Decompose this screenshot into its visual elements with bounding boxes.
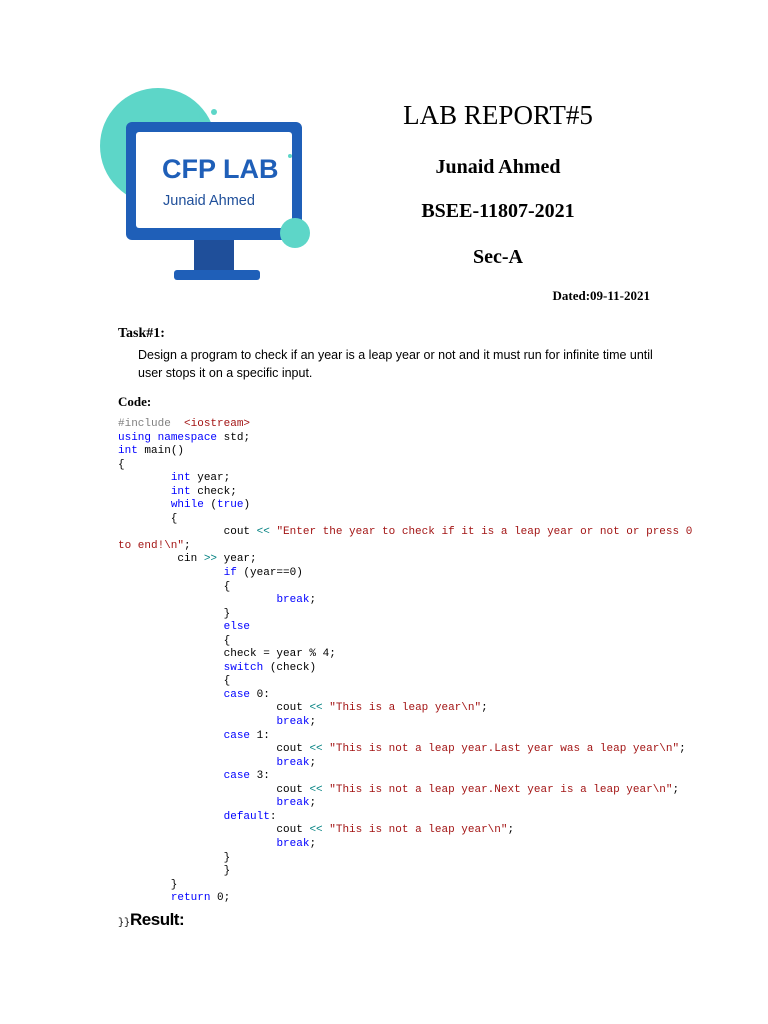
code-token: case bbox=[223, 770, 251, 783]
code-token: else bbox=[223, 621, 251, 634]
code-token: << bbox=[309, 783, 323, 796]
code-token: ; bbox=[507, 824, 515, 837]
logo-monitor-base bbox=[174, 270, 260, 280]
code-line bbox=[118, 770, 692, 784]
code-token: #include bbox=[118, 418, 185, 430]
code-token: } bbox=[118, 851, 231, 864]
code-token: ; bbox=[481, 702, 488, 715]
code-heading: Code: bbox=[118, 394, 152, 409]
code-token: << bbox=[309, 824, 323, 837]
logo-dot-small-3 bbox=[288, 154, 292, 158]
code-token bbox=[118, 730, 224, 742]
code-token: << bbox=[309, 743, 323, 756]
code-token: break bbox=[276, 594, 310, 607]
code-line bbox=[118, 581, 692, 595]
code-token: } bbox=[118, 865, 231, 878]
code-token bbox=[118, 662, 224, 674]
code-token: break bbox=[276, 797, 310, 810]
code-line bbox=[118, 486, 692, 500]
code-token bbox=[118, 594, 276, 606]
code-token bbox=[118, 486, 171, 498]
code-line bbox=[118, 648, 692, 662]
code-block bbox=[118, 418, 692, 906]
code-token bbox=[151, 432, 158, 444]
code-token: { bbox=[118, 580, 231, 593]
logo-title: CFP LAB bbox=[162, 154, 279, 184]
code-line bbox=[118, 838, 692, 852]
code-token: { bbox=[118, 512, 178, 525]
code-token: } bbox=[118, 878, 178, 891]
code-token: >> bbox=[203, 553, 218, 566]
logo-subtitle: Junaid Ahmed bbox=[163, 193, 255, 209]
code-token: year; bbox=[217, 553, 257, 566]
code-line bbox=[118, 892, 692, 906]
code-line bbox=[118, 716, 692, 730]
code-token: "This is not a leap year.Last year was a leap year\n" bbox=[329, 743, 680, 756]
code-token: std; bbox=[217, 431, 251, 444]
cfp-lab-logo bbox=[96, 88, 326, 288]
code-token: while bbox=[170, 499, 204, 512]
code-line bbox=[118, 675, 692, 689]
code-line bbox=[118, 418, 692, 432]
code-token: ; bbox=[309, 837, 317, 850]
code-token: (check) bbox=[263, 661, 317, 674]
code-line bbox=[118, 879, 692, 893]
code-token bbox=[118, 621, 224, 633]
report-title: LAB REPORT#5 bbox=[403, 100, 593, 130]
code-line bbox=[118, 757, 692, 771]
code-token: check = year % 4; bbox=[118, 648, 336, 661]
code-token: (year==0) bbox=[236, 567, 303, 580]
code-token: int bbox=[170, 472, 191, 485]
code-line bbox=[118, 689, 692, 703]
report-date: Dated:09-11-2021 bbox=[552, 288, 650, 303]
code-token: cout bbox=[118, 702, 310, 715]
code-token: 0; bbox=[210, 892, 231, 905]
code-token: { bbox=[118, 675, 231, 688]
code-line bbox=[118, 635, 692, 649]
code-token bbox=[118, 689, 224, 701]
code-token: { bbox=[118, 458, 125, 471]
code-token: true bbox=[217, 499, 244, 512]
logo-monitor-neck bbox=[194, 240, 234, 270]
task-heading: Task#1: bbox=[118, 326, 165, 341]
code-token: ; bbox=[309, 797, 317, 810]
code-token: 3: bbox=[250, 770, 270, 783]
code-token bbox=[118, 770, 224, 782]
code-token: cout bbox=[118, 743, 310, 756]
task-description: Design a program to check if an year is a leap year or not and it must run for infinite time until user stops it on a specific input. bbox=[138, 348, 653, 380]
code-token: cout bbox=[118, 824, 310, 837]
code-line bbox=[118, 526, 692, 540]
code-token: <iostream> bbox=[184, 418, 251, 430]
code-token: 1: bbox=[250, 729, 270, 742]
code-token: main() bbox=[137, 445, 185, 458]
code-token: to end!\n" bbox=[118, 539, 185, 552]
code-token: "This is not a leap year.Next year is a leap year\n" bbox=[329, 783, 673, 796]
code-token: cout bbox=[118, 526, 257, 539]
code-token bbox=[118, 892, 171, 904]
author-name: Junaid Ahmed bbox=[435, 156, 561, 178]
code-token: if bbox=[223, 567, 237, 580]
code-token: ; bbox=[679, 743, 686, 756]
code-token: check; bbox=[190, 485, 237, 498]
code-token: break bbox=[276, 756, 310, 769]
code-token: ; bbox=[309, 716, 317, 729]
code-token: "This is not a leap year\n" bbox=[329, 824, 508, 837]
code-token: return bbox=[170, 892, 211, 905]
code-token: namespace bbox=[157, 431, 218, 444]
code-token bbox=[118, 567, 224, 579]
code-token bbox=[118, 757, 276, 769]
code-token bbox=[118, 811, 224, 823]
code-token bbox=[118, 797, 276, 809]
code-line bbox=[118, 567, 692, 581]
code-line bbox=[118, 472, 692, 486]
result-label: Result: bbox=[130, 910, 185, 929]
closing-braces: }} bbox=[118, 918, 131, 929]
registration-number: BSEE-11807-2021 bbox=[421, 200, 575, 222]
code-token: int bbox=[170, 485, 191, 498]
code-line bbox=[118, 499, 692, 513]
code-token bbox=[118, 838, 276, 850]
code-line bbox=[118, 702, 692, 716]
code-token: << bbox=[256, 526, 270, 539]
code-token: break bbox=[276, 837, 310, 850]
code-token: case bbox=[223, 729, 251, 742]
code-line bbox=[118, 540, 692, 554]
code-token: ; bbox=[672, 783, 680, 796]
code-line bbox=[118, 730, 692, 744]
code-line bbox=[118, 553, 692, 567]
code-token: "Enter the year to check if it is a leap year or not or press 0 bbox=[276, 526, 693, 539]
code-line bbox=[118, 784, 692, 798]
code-token: int bbox=[118, 445, 138, 458]
code-token: ; bbox=[309, 756, 317, 769]
code-line bbox=[118, 445, 692, 459]
code-token: cout bbox=[118, 783, 310, 796]
code-token: using bbox=[118, 431, 152, 444]
code-token: cin bbox=[118, 553, 204, 566]
code-line bbox=[118, 594, 692, 608]
logo-dot-small-2 bbox=[199, 114, 203, 118]
code-line bbox=[118, 662, 692, 676]
code-line bbox=[118, 852, 692, 866]
code-token: switch bbox=[223, 661, 264, 674]
code-token: year; bbox=[190, 472, 231, 485]
code-line bbox=[118, 797, 692, 811]
result-heading bbox=[118, 910, 184, 930]
code-line bbox=[118, 608, 692, 622]
code-token: } bbox=[118, 607, 231, 620]
code-token: : bbox=[269, 810, 277, 823]
logo-dot-circle bbox=[280, 218, 310, 248]
code-line bbox=[118, 865, 692, 879]
code-token: ; bbox=[184, 539, 191, 552]
code-line bbox=[118, 743, 692, 757]
code-line bbox=[118, 824, 692, 838]
code-token: << bbox=[309, 702, 323, 715]
code-line bbox=[118, 811, 692, 825]
code-token: ) bbox=[243, 499, 251, 512]
code-token bbox=[118, 716, 276, 728]
code-line bbox=[118, 432, 692, 446]
section-label: Sec-A bbox=[473, 246, 523, 268]
code-line bbox=[118, 621, 692, 635]
code-token: "This is a leap year\n" bbox=[329, 702, 482, 715]
code-token bbox=[118, 472, 171, 484]
code-token: case bbox=[223, 688, 251, 701]
code-token: ; bbox=[309, 594, 317, 607]
code-line bbox=[118, 513, 692, 527]
code-token: default bbox=[223, 810, 270, 823]
code-token: ( bbox=[203, 499, 218, 512]
code-line bbox=[118, 459, 692, 473]
code-token: 0: bbox=[250, 688, 270, 701]
code-token bbox=[118, 499, 171, 511]
code-token: break bbox=[276, 716, 310, 729]
code-token: { bbox=[118, 634, 231, 647]
logo-dot-small-1 bbox=[211, 109, 217, 115]
